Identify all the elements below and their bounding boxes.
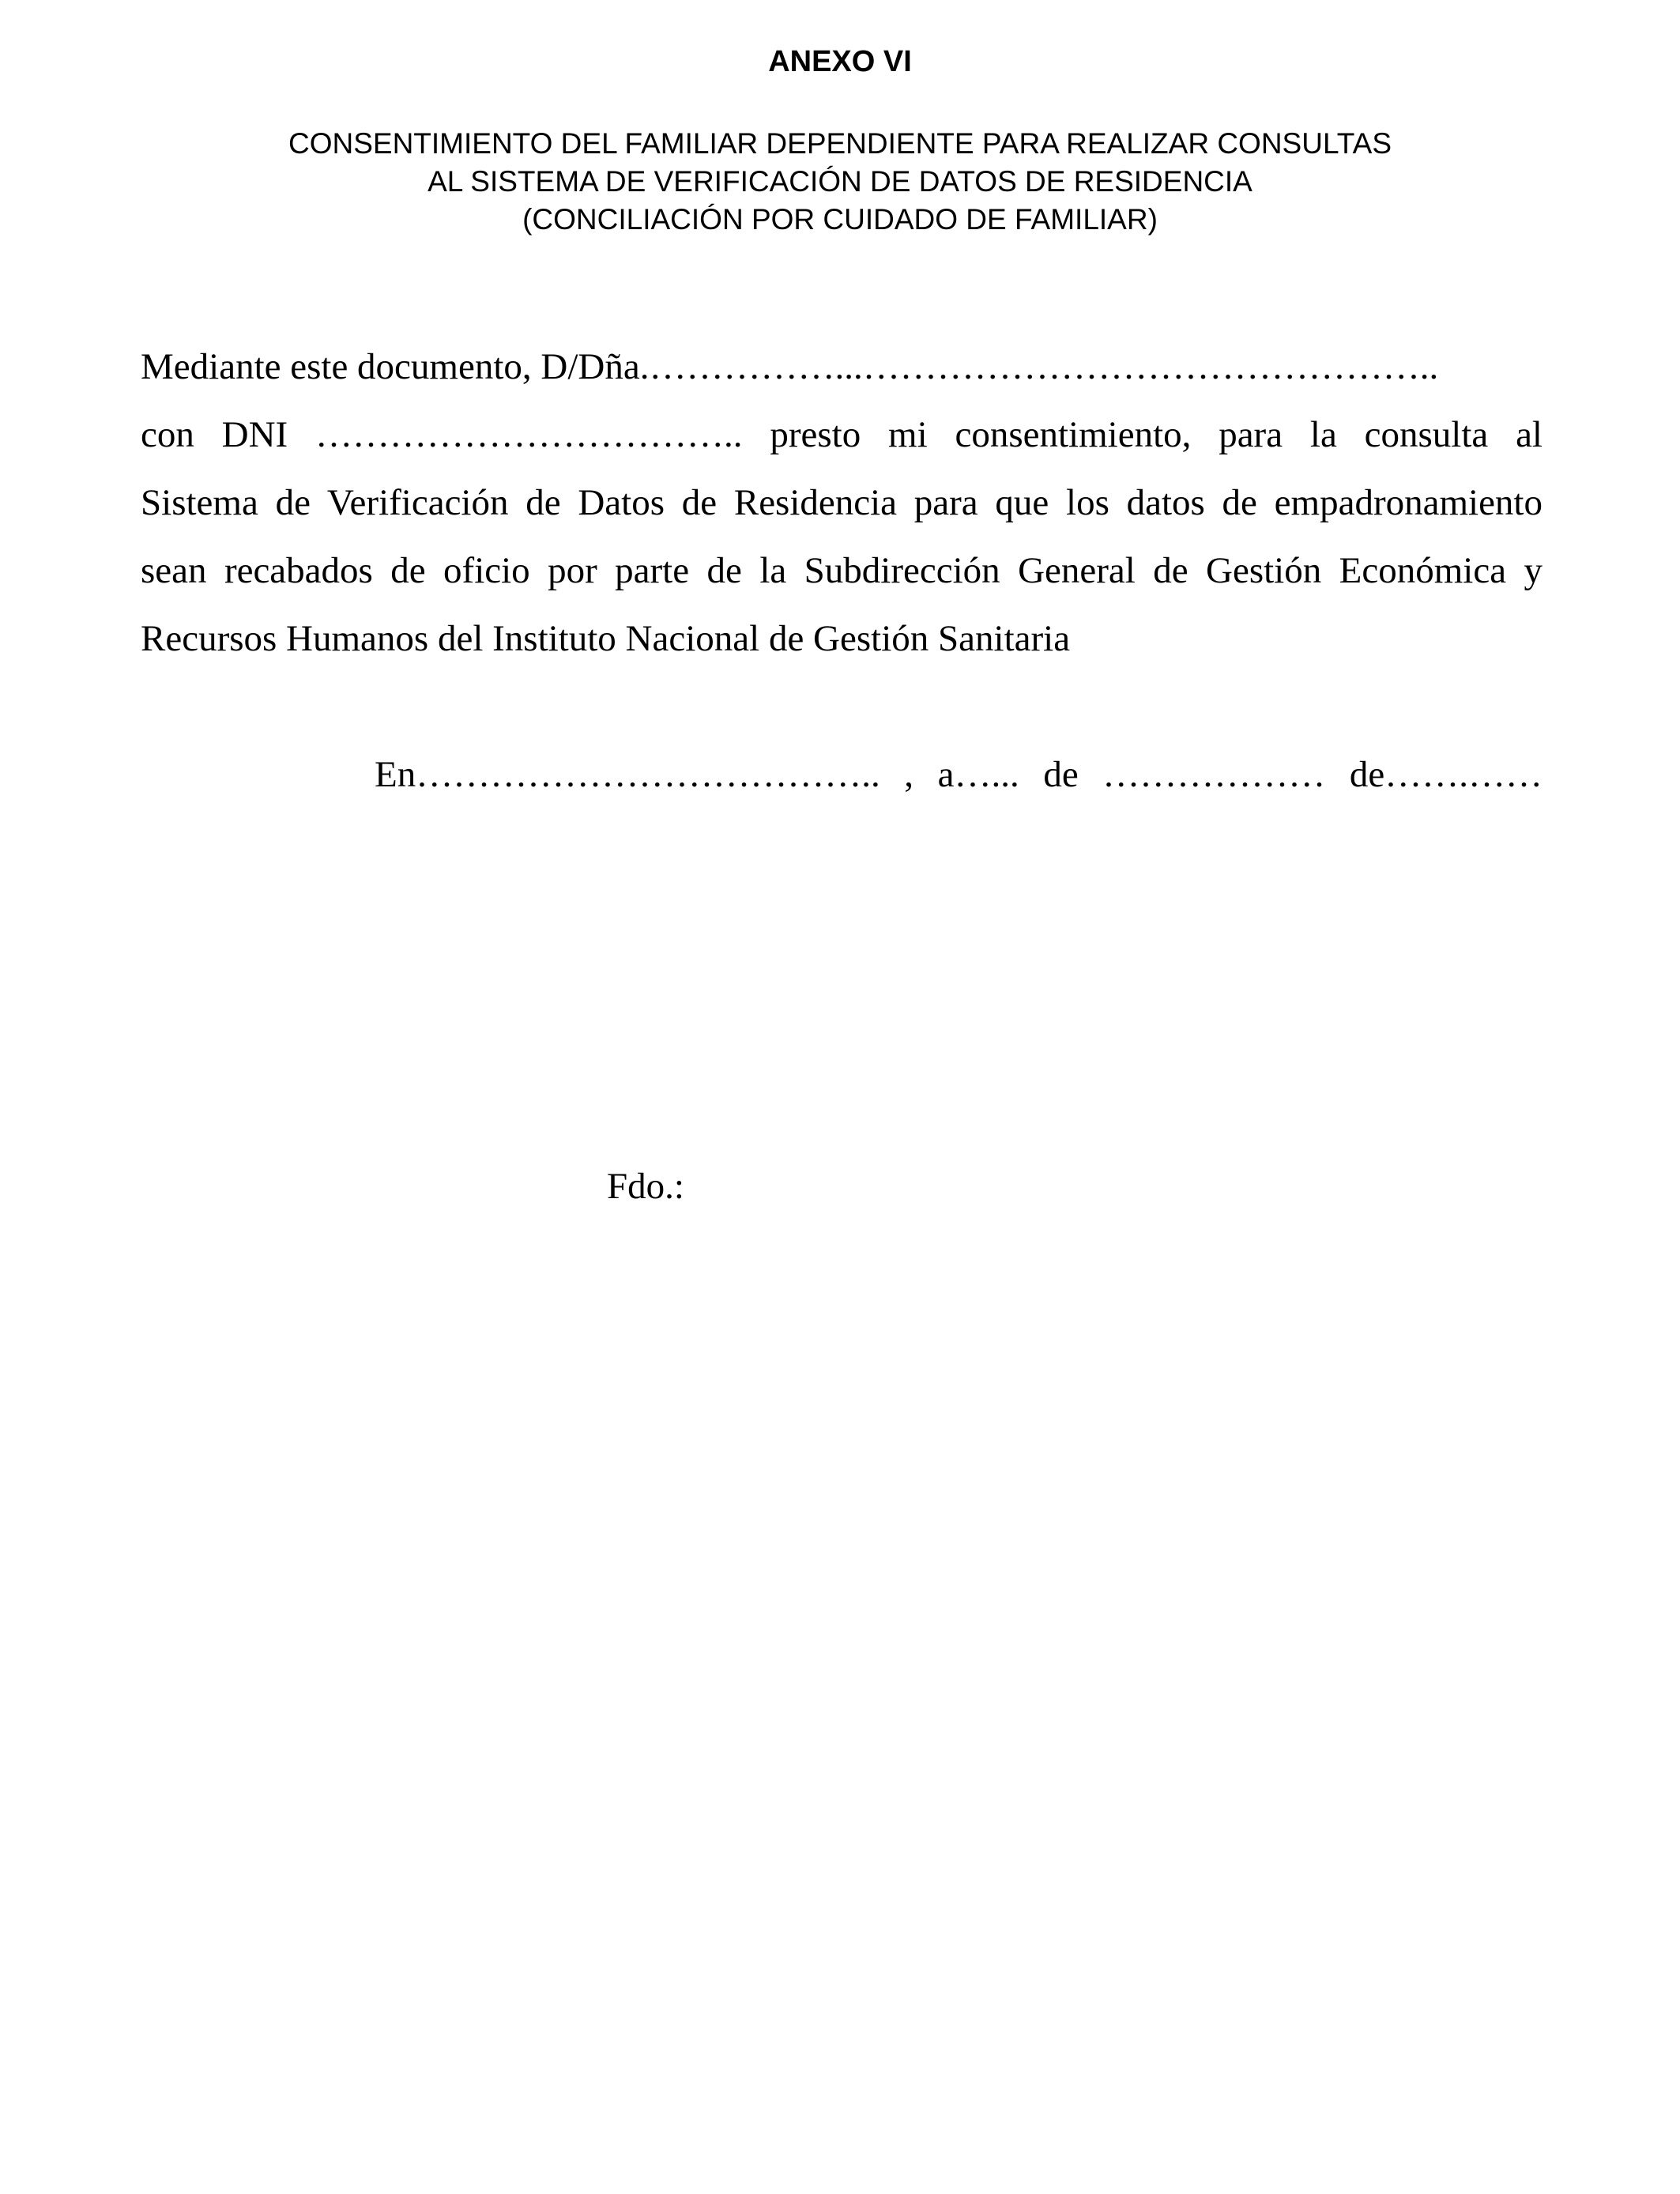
- body-line-3: Sistema de Verificación de Datos de Residencia para que los datos de empadronamiento: [141, 482, 1543, 523]
- subtitle-line-1: CONSENTIMIENTO DEL FAMILIAR DEPENDIENTE PARA REALIZAR CONSULTAS: [288, 127, 1392, 160]
- annex-title: ANEXO VI: [768, 45, 912, 78]
- body-line-1: Mediante este documento, D/Dña.……………...………………………………………..: [141, 346, 1439, 387]
- body-line-2: con DNI …………………………….. presto mi consentimiento, para la consulta al: [141, 414, 1543, 455]
- body-line-4: sean recabados de oficio por parte de la Subdirección General de Gestión Económica y: [141, 550, 1543, 591]
- body-line-5: Recursos Humanos del Instituto Nacional de Gestión Sanitaria: [141, 618, 1071, 659]
- subtitle-line-3: (CONCILIACIÓN POR CUIDADO DE FAMILIAR): [522, 203, 1158, 236]
- place-date-line: En……………………………….. , a…... de ……………… de…….……: [375, 754, 1543, 795]
- signature-label: Fdo.:: [607, 1166, 684, 1207]
- subtitle-line-2: AL SISTEMA DE VERIFICACIÓN DE DATOS DE RESIDENCIA: [428, 165, 1252, 198]
